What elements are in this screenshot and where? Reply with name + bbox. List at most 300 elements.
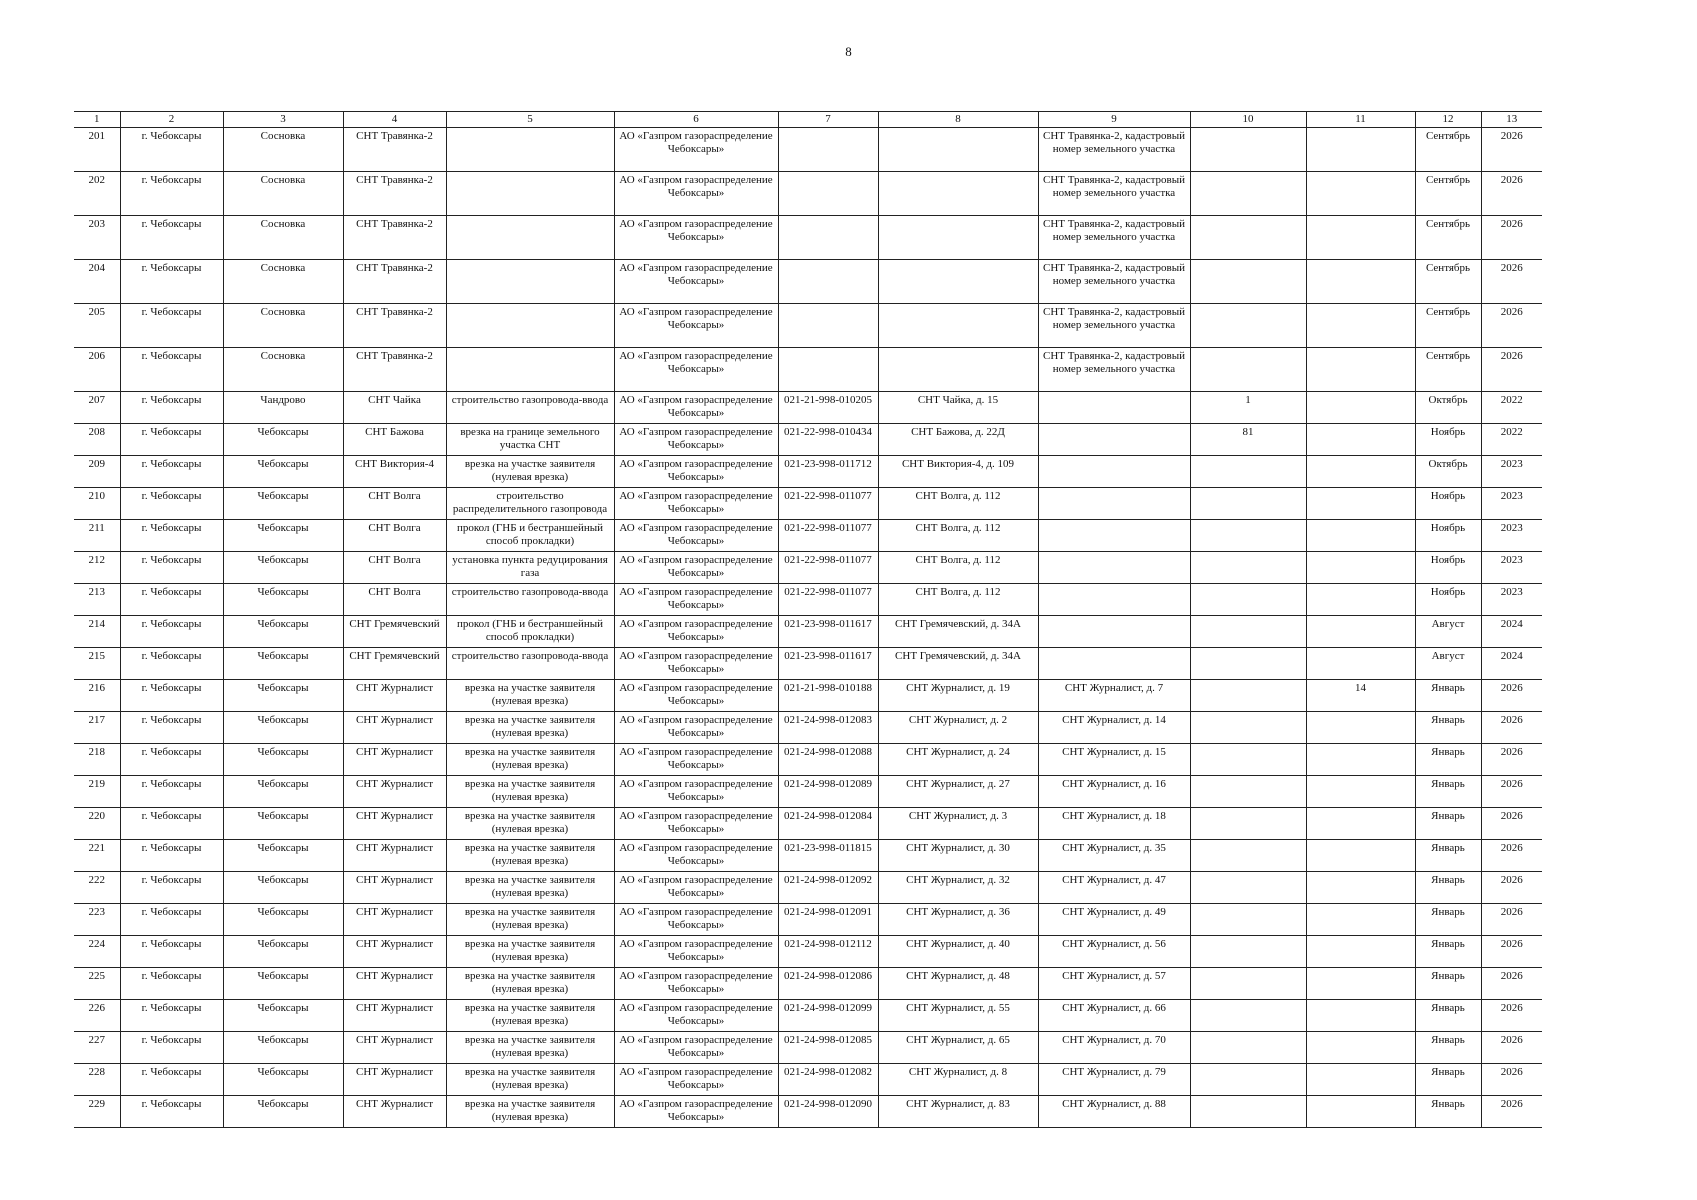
locality-cell: Сосновка bbox=[223, 260, 343, 304]
application-number-cell: 021-24-998-012086 bbox=[778, 968, 878, 1000]
application-number-cell bbox=[778, 172, 878, 216]
organization-cell: АО «Газпром газораспределение Чебоксары» bbox=[614, 216, 778, 260]
quantity-cell bbox=[1306, 216, 1415, 260]
year-cell: 2026 bbox=[1481, 348, 1542, 392]
count-cell bbox=[1190, 216, 1306, 260]
snt-cell: СНТ Волга bbox=[343, 520, 446, 552]
connection-point-cell: СНТ Журналист, д. 7 bbox=[1038, 680, 1190, 712]
settlement-cell: г. Чебоксары bbox=[120, 520, 223, 552]
count-cell bbox=[1190, 456, 1306, 488]
snt-cell: СНТ Журналист bbox=[343, 776, 446, 808]
applicant-address-cell: СНТ Журналист, д. 83 bbox=[878, 1096, 1038, 1128]
applicant-address-cell bbox=[878, 304, 1038, 348]
snt-cell: СНТ Волга bbox=[343, 488, 446, 520]
locality-cell: Сосновка bbox=[223, 172, 343, 216]
settlement-cell: г. Чебоксары bbox=[120, 488, 223, 520]
application-number-cell: 021-24-998-012084 bbox=[778, 808, 878, 840]
table-row bbox=[74, 1096, 1542, 1128]
quantity-cell bbox=[1306, 456, 1415, 488]
locality-cell: Сосновка bbox=[223, 304, 343, 348]
row-number: 229 bbox=[74, 1096, 120, 1128]
locality-cell: Чебоксары bbox=[223, 1064, 343, 1096]
snt-cell: СНТ Журналист bbox=[343, 1000, 446, 1032]
work-type-cell: врезка на участке заявителя (нулевая врезка) bbox=[446, 840, 614, 872]
work-type-cell: врезка на участке заявителя (нулевая врезка) bbox=[446, 1096, 614, 1128]
year-cell: 2026 bbox=[1481, 216, 1542, 260]
count-cell bbox=[1190, 904, 1306, 936]
organization-cell: АО «Газпром газораспределение Чебоксары» bbox=[614, 456, 778, 488]
application-number-cell: 021-22-998-011077 bbox=[778, 520, 878, 552]
month-cell: Сентябрь bbox=[1415, 348, 1481, 392]
work-type-cell: врезка на участке заявителя (нулевая врезка) bbox=[446, 936, 614, 968]
quantity-cell bbox=[1306, 968, 1415, 1000]
count-cell bbox=[1190, 1096, 1306, 1128]
row-number: 222 bbox=[74, 872, 120, 904]
settlement-cell: г. Чебоксары bbox=[120, 680, 223, 712]
settlement-cell: г. Чебоксары bbox=[120, 776, 223, 808]
row-number: 215 bbox=[74, 648, 120, 680]
applicant-address-cell: СНТ Журналист, д. 2 bbox=[878, 712, 1038, 744]
year-cell: 2026 bbox=[1481, 904, 1542, 936]
snt-cell: СНТ Журналист bbox=[343, 1096, 446, 1128]
application-number-cell: 021-22-998-011077 bbox=[778, 552, 878, 584]
settlement-cell: г. Чебоксары bbox=[120, 456, 223, 488]
organization-cell: АО «Газпром газораспределение Чебоксары» bbox=[614, 904, 778, 936]
application-number-cell bbox=[778, 128, 878, 172]
application-number-cell: 021-23-998-011712 bbox=[778, 456, 878, 488]
row-number: 220 bbox=[74, 808, 120, 840]
month-cell: Ноябрь bbox=[1415, 520, 1481, 552]
organization-cell: АО «Газпром газораспределение Чебоксары» bbox=[614, 680, 778, 712]
locality-cell: Сосновка bbox=[223, 216, 343, 260]
count-cell bbox=[1190, 128, 1306, 172]
connection-point-cell bbox=[1038, 552, 1190, 584]
locality-cell: Чебоксары bbox=[223, 648, 343, 680]
application-number-cell: 021-22-998-011077 bbox=[778, 488, 878, 520]
column-header: 4 bbox=[343, 112, 446, 128]
organization-cell: АО «Газпром газораспределение Чебоксары» bbox=[614, 392, 778, 424]
column-header: 11 bbox=[1306, 112, 1415, 128]
year-cell: 2022 bbox=[1481, 424, 1542, 456]
quantity-cell bbox=[1306, 808, 1415, 840]
year-cell: 2026 bbox=[1481, 712, 1542, 744]
work-type-cell: врезка на участке заявителя (нулевая врезка) bbox=[446, 1032, 614, 1064]
application-number-cell: 021-21-998-010188 bbox=[778, 680, 878, 712]
organization-cell: АО «Газпром газораспределение Чебоксары» bbox=[614, 936, 778, 968]
snt-cell: СНТ Журналист bbox=[343, 936, 446, 968]
settlement-cell: г. Чебоксары bbox=[120, 616, 223, 648]
column-header: 13 bbox=[1481, 112, 1542, 128]
locality-cell: Чебоксары bbox=[223, 584, 343, 616]
year-cell: 2026 bbox=[1481, 840, 1542, 872]
work-type-cell: прокол (ГНБ и бестраншейный способ прокладки) bbox=[446, 616, 614, 648]
snt-cell: СНТ Чайка bbox=[343, 392, 446, 424]
count-cell bbox=[1190, 1032, 1306, 1064]
row-number: 226 bbox=[74, 1000, 120, 1032]
count-cell bbox=[1190, 348, 1306, 392]
table-row bbox=[74, 348, 1542, 392]
settlement-cell: г. Чебоксары bbox=[120, 260, 223, 304]
applicant-address-cell: СНТ Бажова, д. 22Д bbox=[878, 424, 1038, 456]
work-type-cell: врезка на участке заявителя (нулевая врезка) bbox=[446, 968, 614, 1000]
row-number: 217 bbox=[74, 712, 120, 744]
application-number-cell: 021-21-998-010205 bbox=[778, 392, 878, 424]
settlement-cell: г. Чебоксары bbox=[120, 1096, 223, 1128]
settlement-cell: г. Чебоксары bbox=[120, 552, 223, 584]
application-number-cell: 021-23-998-011617 bbox=[778, 616, 878, 648]
count-cell bbox=[1190, 616, 1306, 648]
year-cell: 2026 bbox=[1481, 1032, 1542, 1064]
month-cell: Сентябрь bbox=[1415, 172, 1481, 216]
table-row bbox=[74, 520, 1542, 552]
count-cell bbox=[1190, 304, 1306, 348]
applicant-address-cell: СНТ Гремячевский, д. 34А bbox=[878, 648, 1038, 680]
work-type-cell: строительство газопровода-ввода bbox=[446, 648, 614, 680]
year-cell: 2023 bbox=[1481, 584, 1542, 616]
snt-cell: СНТ Журналист bbox=[343, 744, 446, 776]
locality-cell: Чандрово bbox=[223, 392, 343, 424]
month-cell: Август bbox=[1415, 616, 1481, 648]
applicant-address-cell: СНТ Журналист, д. 30 bbox=[878, 840, 1038, 872]
quantity-cell bbox=[1306, 424, 1415, 456]
settlement-cell: г. Чебоксары bbox=[120, 936, 223, 968]
quantity-cell bbox=[1306, 936, 1415, 968]
row-number: 214 bbox=[74, 616, 120, 648]
work-type-cell: врезка на участке заявителя (нулевая врезка) bbox=[446, 904, 614, 936]
count-cell bbox=[1190, 936, 1306, 968]
snt-cell: СНТ Журналист bbox=[343, 808, 446, 840]
connection-point-cell bbox=[1038, 616, 1190, 648]
quantity-cell bbox=[1306, 648, 1415, 680]
row-number: 201 bbox=[74, 128, 120, 172]
organization-cell: АО «Газпром газораспределение Чебоксары» bbox=[614, 552, 778, 584]
column-header: 2 bbox=[120, 112, 223, 128]
organization-cell: АО «Газпром газораспределение Чебоксары» bbox=[614, 304, 778, 348]
year-cell: 2023 bbox=[1481, 456, 1542, 488]
year-cell: 2026 bbox=[1481, 1096, 1542, 1128]
applicant-address-cell bbox=[878, 128, 1038, 172]
snt-cell: СНТ Виктория-4 bbox=[343, 456, 446, 488]
applicant-address-cell: СНТ Журналист, д. 36 bbox=[878, 904, 1038, 936]
row-number: 218 bbox=[74, 744, 120, 776]
table-row bbox=[74, 776, 1542, 808]
settlement-cell: г. Чебоксары bbox=[120, 392, 223, 424]
locality-cell: Чебоксары bbox=[223, 552, 343, 584]
year-cell: 2026 bbox=[1481, 776, 1542, 808]
month-cell: Январь bbox=[1415, 968, 1481, 1000]
year-cell: 2026 bbox=[1481, 1064, 1542, 1096]
connection-point-cell bbox=[1038, 584, 1190, 616]
settlement-cell: г. Чебоксары bbox=[120, 968, 223, 1000]
connection-point-cell: СНТ Журналист, д. 47 bbox=[1038, 872, 1190, 904]
connection-point-cell: СНТ Журналист, д. 88 bbox=[1038, 1096, 1190, 1128]
connection-point-cell: СНТ Травянка-2, кадастровый номер земельного участка bbox=[1038, 172, 1190, 216]
count-cell bbox=[1190, 172, 1306, 216]
applicant-address-cell: СНТ Журналист, д. 24 bbox=[878, 744, 1038, 776]
locality-cell: Чебоксары bbox=[223, 1032, 343, 1064]
locality-cell: Чебоксары bbox=[223, 1096, 343, 1128]
row-number: 208 bbox=[74, 424, 120, 456]
snt-cell: СНТ Травянка-2 bbox=[343, 172, 446, 216]
settlement-cell: г. Чебоксары bbox=[120, 216, 223, 260]
work-type-cell: строительство газопровода-ввода bbox=[446, 392, 614, 424]
quantity-cell bbox=[1306, 584, 1415, 616]
table-row bbox=[74, 304, 1542, 348]
organization-cell: АО «Газпром газораспределение Чебоксары» bbox=[614, 840, 778, 872]
settlement-cell: г. Чебоксары bbox=[120, 172, 223, 216]
work-type-cell: врезка на границе земельного участка СНТ bbox=[446, 424, 614, 456]
row-number: 210 bbox=[74, 488, 120, 520]
quantity-cell bbox=[1306, 552, 1415, 584]
snt-cell: СНТ Журналист bbox=[343, 904, 446, 936]
application-number-cell: 021-24-998-012082 bbox=[778, 1064, 878, 1096]
snt-cell: СНТ Гремячевский bbox=[343, 648, 446, 680]
snt-cell: СНТ Травянка-2 bbox=[343, 216, 446, 260]
snt-cell: СНТ Журналист bbox=[343, 872, 446, 904]
month-cell: Январь bbox=[1415, 680, 1481, 712]
locality-cell: Чебоксары bbox=[223, 904, 343, 936]
row-number: 203 bbox=[74, 216, 120, 260]
year-cell: 2026 bbox=[1481, 872, 1542, 904]
table-row bbox=[74, 968, 1542, 1000]
month-cell: Ноябрь bbox=[1415, 584, 1481, 616]
quantity-cell bbox=[1306, 1000, 1415, 1032]
year-cell: 2022 bbox=[1481, 392, 1542, 424]
year-cell: 2023 bbox=[1481, 520, 1542, 552]
month-cell: Сентябрь bbox=[1415, 216, 1481, 260]
applicant-address-cell: СНТ Виктория-4, д. 109 bbox=[878, 456, 1038, 488]
table-header-row bbox=[74, 112, 1542, 128]
row-number: 216 bbox=[74, 680, 120, 712]
table-row bbox=[74, 872, 1542, 904]
quantity-cell bbox=[1306, 348, 1415, 392]
month-cell: Ноябрь bbox=[1415, 488, 1481, 520]
applicant-address-cell: СНТ Журналист, д. 3 bbox=[878, 808, 1038, 840]
quantity-cell bbox=[1306, 744, 1415, 776]
work-type-cell bbox=[446, 348, 614, 392]
page-number: 8 bbox=[845, 44, 852, 59]
connection-point-cell: СНТ Травянка-2, кадастровый номер земельного участка bbox=[1038, 304, 1190, 348]
organization-cell: АО «Газпром газораспределение Чебоксары» bbox=[614, 128, 778, 172]
locality-cell: Чебоксары bbox=[223, 840, 343, 872]
application-number-cell: 021-22-998-010434 bbox=[778, 424, 878, 456]
table-row bbox=[74, 552, 1542, 584]
row-number: 221 bbox=[74, 840, 120, 872]
connection-point-cell: СНТ Травянка-2, кадастровый номер земельного участка bbox=[1038, 260, 1190, 304]
month-cell: Сентябрь bbox=[1415, 128, 1481, 172]
month-cell: Январь bbox=[1415, 808, 1481, 840]
year-cell: 2026 bbox=[1481, 260, 1542, 304]
connection-point-cell bbox=[1038, 392, 1190, 424]
year-cell: 2024 bbox=[1481, 648, 1542, 680]
count-cell bbox=[1190, 584, 1306, 616]
quantity-cell: 14 bbox=[1306, 680, 1415, 712]
month-cell: Январь bbox=[1415, 1032, 1481, 1064]
locality-cell: Сосновка bbox=[223, 128, 343, 172]
row-number: 212 bbox=[74, 552, 120, 584]
connection-point-cell bbox=[1038, 424, 1190, 456]
organization-cell: АО «Газпром газораспределение Чебоксары» bbox=[614, 712, 778, 744]
work-type-cell: врезка на участке заявителя (нулевая врезка) bbox=[446, 808, 614, 840]
application-number-cell: 021-22-998-011077 bbox=[778, 584, 878, 616]
work-type-cell: врезка на участке заявителя (нулевая врезка) bbox=[446, 456, 614, 488]
quantity-cell bbox=[1306, 304, 1415, 348]
gasification-schedule-table bbox=[74, 111, 1542, 1128]
snt-cell: СНТ Травянка-2 bbox=[343, 304, 446, 348]
row-number: 224 bbox=[74, 936, 120, 968]
locality-cell: Чебоксары bbox=[223, 808, 343, 840]
year-cell: 2026 bbox=[1481, 968, 1542, 1000]
work-type-cell: установка пункта редуцирования газа bbox=[446, 552, 614, 584]
settlement-cell: г. Чебоксары bbox=[120, 744, 223, 776]
locality-cell: Чебоксары bbox=[223, 520, 343, 552]
settlement-cell: г. Чебоксары bbox=[120, 648, 223, 680]
organization-cell: АО «Газпром газораспределение Чебоксары» bbox=[614, 488, 778, 520]
work-type-cell: врезка на участке заявителя (нулевая врезка) bbox=[446, 872, 614, 904]
year-cell: 2026 bbox=[1481, 680, 1542, 712]
settlement-cell: г. Чебоксары bbox=[120, 1000, 223, 1032]
application-number-cell: 021-24-998-012085 bbox=[778, 1032, 878, 1064]
quantity-cell bbox=[1306, 128, 1415, 172]
locality-cell: Чебоксары bbox=[223, 776, 343, 808]
application-number-cell bbox=[778, 348, 878, 392]
work-type-cell bbox=[446, 304, 614, 348]
snt-cell: СНТ Журналист bbox=[343, 680, 446, 712]
applicant-address-cell: СНТ Волга, д. 112 bbox=[878, 520, 1038, 552]
count-cell bbox=[1190, 968, 1306, 1000]
table-row bbox=[74, 1000, 1542, 1032]
applicant-address-cell: СНТ Волга, д. 112 bbox=[878, 488, 1038, 520]
table-row bbox=[74, 216, 1542, 260]
month-cell: Январь bbox=[1415, 744, 1481, 776]
snt-cell: СНТ Волга bbox=[343, 584, 446, 616]
month-cell: Январь bbox=[1415, 1000, 1481, 1032]
column-header: 9 bbox=[1038, 112, 1190, 128]
connection-point-cell: СНТ Травянка-2, кадастровый номер земельного участка bbox=[1038, 348, 1190, 392]
application-number-cell: 021-24-998-012090 bbox=[778, 1096, 878, 1128]
month-cell: Январь bbox=[1415, 904, 1481, 936]
locality-cell: Чебоксары bbox=[223, 872, 343, 904]
work-type-cell bbox=[446, 128, 614, 172]
application-number-cell bbox=[778, 304, 878, 348]
snt-cell: СНТ Журналист bbox=[343, 712, 446, 744]
year-cell: 2026 bbox=[1481, 808, 1542, 840]
quantity-cell bbox=[1306, 616, 1415, 648]
applicant-address-cell bbox=[878, 348, 1038, 392]
row-number: 227 bbox=[74, 1032, 120, 1064]
organization-cell: АО «Газпром газораспределение Чебоксары» bbox=[614, 648, 778, 680]
month-cell: Октябрь bbox=[1415, 456, 1481, 488]
work-type-cell: врезка на участке заявителя (нулевая врезка) bbox=[446, 1064, 614, 1096]
organization-cell: АО «Газпром газораспределение Чебоксары» bbox=[614, 260, 778, 304]
applicant-address-cell: СНТ Журналист, д. 27 bbox=[878, 776, 1038, 808]
locality-cell: Чебоксары bbox=[223, 744, 343, 776]
connection-point-cell: СНТ Журналист, д. 35 bbox=[1038, 840, 1190, 872]
table-row bbox=[74, 680, 1542, 712]
connection-point-cell: СНТ Журналист, д. 15 bbox=[1038, 744, 1190, 776]
count-cell bbox=[1190, 648, 1306, 680]
application-number-cell: 021-24-998-012088 bbox=[778, 744, 878, 776]
application-number-cell: 021-24-998-012112 bbox=[778, 936, 878, 968]
count-cell bbox=[1190, 1000, 1306, 1032]
count-cell bbox=[1190, 712, 1306, 744]
column-header: 5 bbox=[446, 112, 614, 128]
application-number-cell: 021-24-998-012083 bbox=[778, 712, 878, 744]
year-cell: 2026 bbox=[1481, 128, 1542, 172]
applicant-address-cell: СНТ Журналист, д. 55 bbox=[878, 1000, 1038, 1032]
snt-cell: СНТ Гремячевский bbox=[343, 616, 446, 648]
row-number: 225 bbox=[74, 968, 120, 1000]
application-number-cell: 021-24-998-012091 bbox=[778, 904, 878, 936]
locality-cell: Чебоксары bbox=[223, 456, 343, 488]
connection-point-cell: СНТ Журналист, д. 70 bbox=[1038, 1032, 1190, 1064]
quantity-cell bbox=[1306, 520, 1415, 552]
month-cell: Октябрь bbox=[1415, 392, 1481, 424]
table-row bbox=[74, 128, 1542, 172]
application-number-cell: 021-23-998-011617 bbox=[778, 648, 878, 680]
snt-cell: СНТ Журналист bbox=[343, 840, 446, 872]
applicant-address-cell: СНТ Чайка, д. 15 bbox=[878, 392, 1038, 424]
work-type-cell: строительство распределительного газопровода bbox=[446, 488, 614, 520]
work-type-cell: врезка на участке заявителя (нулевая врезка) bbox=[446, 680, 614, 712]
settlement-cell: г. Чебоксары bbox=[120, 584, 223, 616]
snt-cell: СНТ Травянка-2 bbox=[343, 348, 446, 392]
snt-cell: СНТ Бажова bbox=[343, 424, 446, 456]
locality-cell: Чебоксары bbox=[223, 712, 343, 744]
count-cell bbox=[1190, 552, 1306, 584]
column-header: 8 bbox=[878, 112, 1038, 128]
work-type-cell bbox=[446, 216, 614, 260]
application-number-cell: 021-24-998-012092 bbox=[778, 872, 878, 904]
work-type-cell: врезка на участке заявителя (нулевая врезка) bbox=[446, 1000, 614, 1032]
work-type-cell: врезка на участке заявителя (нулевая врезка) bbox=[446, 712, 614, 744]
work-type-cell: прокол (ГНБ и бестраншейный способ прокладки) bbox=[446, 520, 614, 552]
applicant-address-cell bbox=[878, 260, 1038, 304]
work-type-cell: врезка на участке заявителя (нулевая врезка) bbox=[446, 776, 614, 808]
connection-point-cell: СНТ Журналист, д. 16 bbox=[1038, 776, 1190, 808]
organization-cell: АО «Газпром газораспределение Чебоксары» bbox=[614, 584, 778, 616]
count-cell bbox=[1190, 520, 1306, 552]
snt-cell: СНТ Журналист bbox=[343, 1032, 446, 1064]
row-number: 228 bbox=[74, 1064, 120, 1096]
year-cell: 2023 bbox=[1481, 552, 1542, 584]
settlement-cell: г. Чебоксары bbox=[120, 424, 223, 456]
snt-cell: СНТ Журналист bbox=[343, 1064, 446, 1096]
table-row bbox=[74, 584, 1542, 616]
snt-cell: СНТ Волга bbox=[343, 552, 446, 584]
quantity-cell bbox=[1306, 840, 1415, 872]
month-cell: Сентябрь bbox=[1415, 260, 1481, 304]
organization-cell: АО «Газпром газораспределение Чебоксары» bbox=[614, 616, 778, 648]
month-cell: Сентябрь bbox=[1415, 304, 1481, 348]
month-cell: Январь bbox=[1415, 776, 1481, 808]
quantity-cell bbox=[1306, 1032, 1415, 1064]
connection-point-cell: СНТ Травянка-2, кадастровый номер земельного участка bbox=[1038, 128, 1190, 172]
table-row bbox=[74, 808, 1542, 840]
row-number: 207 bbox=[74, 392, 120, 424]
row-number: 209 bbox=[74, 456, 120, 488]
column-header: 10 bbox=[1190, 112, 1306, 128]
row-number: 202 bbox=[74, 172, 120, 216]
quantity-cell bbox=[1306, 712, 1415, 744]
quantity-cell bbox=[1306, 172, 1415, 216]
work-type-cell bbox=[446, 172, 614, 216]
column-header: 1 bbox=[74, 112, 120, 128]
table-row bbox=[74, 840, 1542, 872]
month-cell: Январь bbox=[1415, 840, 1481, 872]
applicant-address-cell: СНТ Журналист, д. 19 bbox=[878, 680, 1038, 712]
work-type-cell: строительство газопровода-ввода bbox=[446, 584, 614, 616]
